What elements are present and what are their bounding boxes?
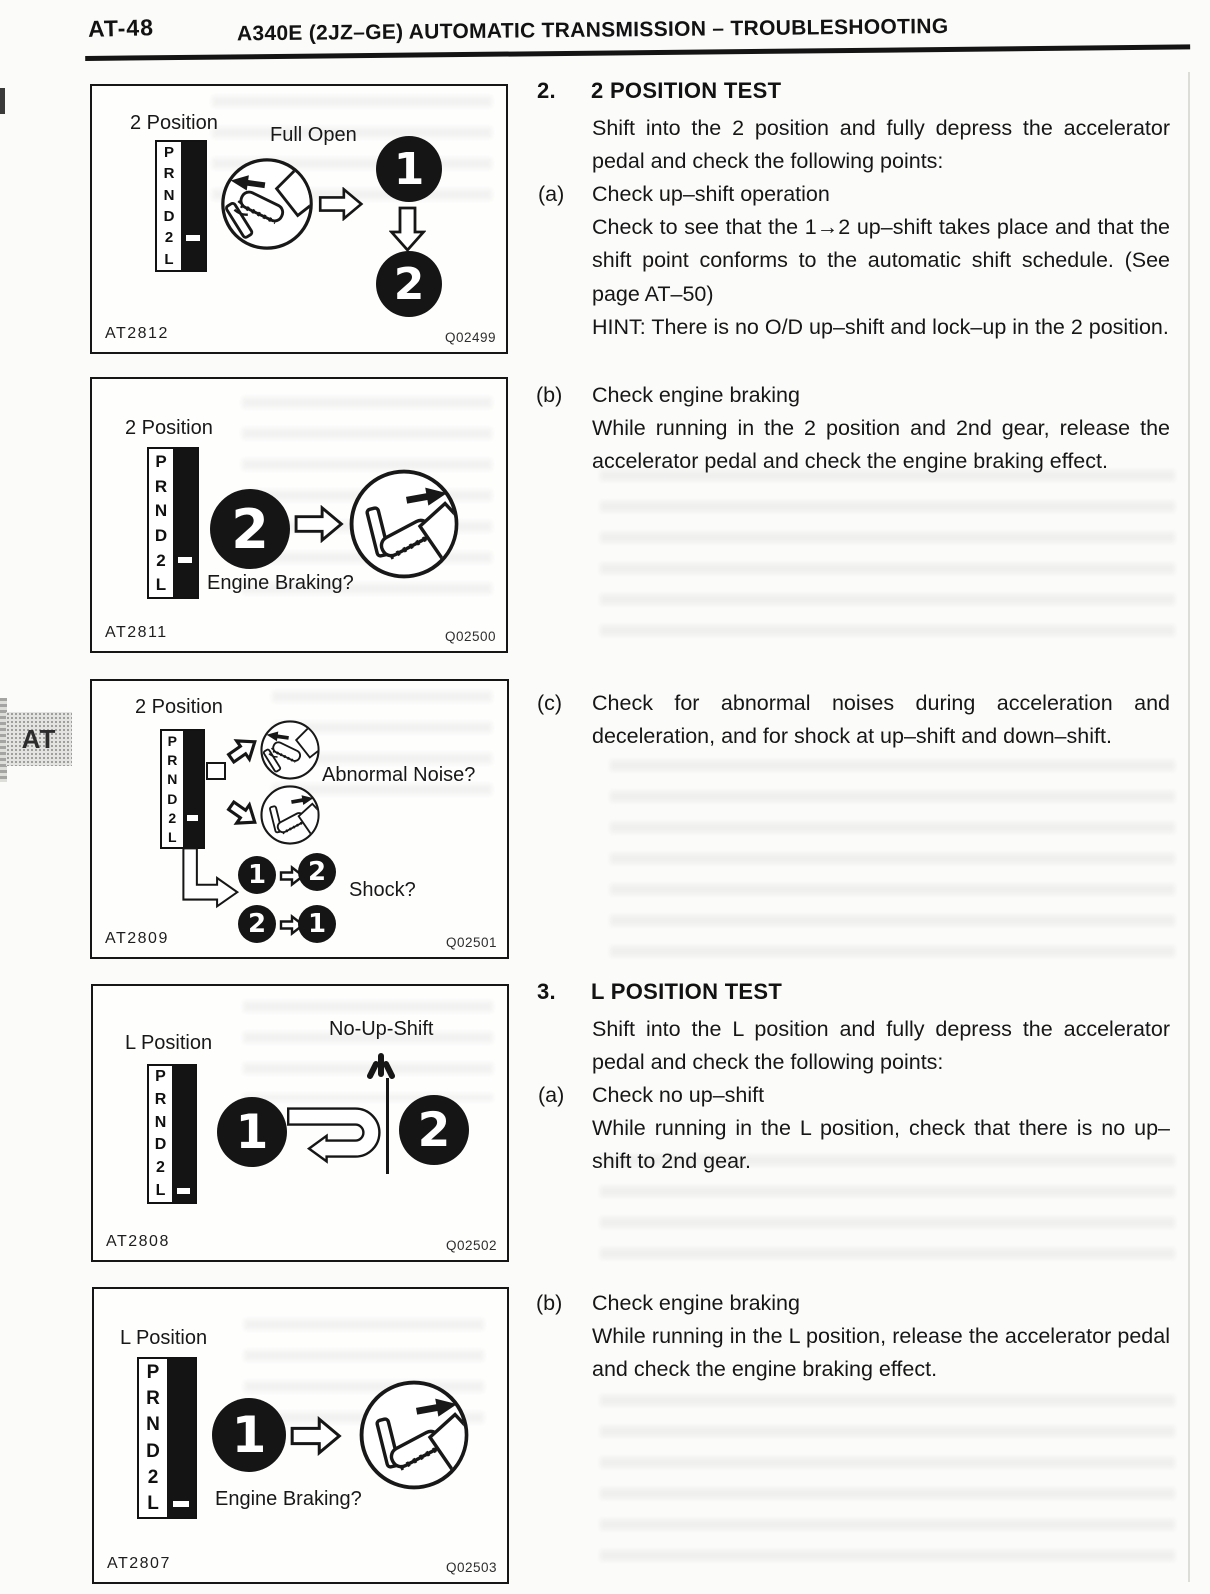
figure-print-code: Q02499 [444, 330, 496, 345]
selector-indicator-column [173, 449, 197, 597]
selector-indicator-column [183, 731, 204, 847]
item-label: (b) [536, 1291, 563, 1315]
gear-1-circle: 1 [217, 1097, 287, 1167]
figure-2-position-engine-braking [90, 377, 508, 653]
gear-letter: L [164, 250, 174, 268]
gear-2-circle: 2 [238, 905, 276, 943]
selector-position-marker [177, 1188, 190, 1194]
gear-letter: 2 [168, 809, 177, 826]
figure-caption: Engine Braking? [215, 1488, 362, 1510]
scan-artifact [1188, 72, 1190, 1582]
selector-position-marker [173, 1501, 189, 1507]
figure-code: AT2809 [105, 930, 169, 947]
gear-2-circle: 2 [298, 853, 336, 891]
item-label: (a) [538, 1083, 565, 1107]
gear-letter: 2 [147, 1466, 159, 1488]
selector-indicator-column [172, 1066, 195, 1202]
shift-selector [160, 729, 205, 849]
figure-l-position-no-upshift [91, 984, 509, 1262]
selector-indicator-column [167, 1359, 195, 1517]
item-title: Check up–shift operation [592, 182, 830, 206]
figure-position-label: 2 Position [135, 696, 223, 718]
gear-2-circle: 2 [399, 1095, 469, 1165]
gear-letter: D [167, 790, 178, 807]
gear-letter: N [154, 501, 168, 521]
header-rule [85, 44, 1190, 61]
gear-letter: P [155, 451, 167, 471]
figure-position-label: 2 Position [125, 417, 213, 439]
item-label: (a) [538, 182, 565, 206]
gear-letter: D [154, 1136, 167, 1154]
gear-letter: N [146, 1414, 160, 1436]
accelerator-press-icon [259, 719, 321, 781]
section-tab-label: AT [21, 723, 57, 754]
accelerator-press-icon [219, 156, 315, 252]
figure-print-code: Q02502 [445, 1238, 497, 1253]
shift-selector [147, 1064, 197, 1204]
bleed-through [610, 760, 1175, 960]
gear-letter: D [154, 525, 168, 545]
selector-indicator-column [181, 142, 205, 270]
item-body: Check for abnormal noises during acceleration and deceleration, and for shock at up–shift and down–shift. [592, 691, 1170, 749]
figure-caption: Abnormal Noise? [322, 764, 476, 786]
section-tab [6, 712, 72, 766]
selector-letters [162, 731, 183, 847]
section-number: 3. [537, 979, 556, 1004]
gear-1-circle: 1 [212, 1398, 286, 1472]
selector-letters [139, 1359, 167, 1517]
section-number: 2. [537, 78, 556, 103]
figure-code: AT2812 [105, 325, 169, 342]
item-label: (c) [537, 691, 563, 715]
gear-letter: 2 [156, 550, 166, 570]
figure-caption: No-Up-Shift [329, 1018, 434, 1040]
gear-1-circle: 1 [298, 905, 336, 943]
gear-letter: P [155, 1068, 166, 1086]
selector-position-marker [186, 235, 200, 241]
figure-shock-caption: Shock? [349, 879, 416, 901]
gear-letter: R [154, 476, 168, 496]
gear-letter: D [163, 208, 175, 226]
selector-position-marker [178, 557, 192, 563]
gear-letter: 2 [164, 229, 174, 247]
figure-code: AT2808 [106, 1233, 170, 1250]
figure-position-label: 2 Position [130, 112, 218, 134]
gear-2-circle: 2 [376, 251, 442, 317]
gear-letter: P [167, 732, 177, 749]
gear-letter: L [155, 1181, 166, 1199]
item-body: Check to see that the 1→2 up–shift takes place and that the shift point conforms to the automatic shift schedule. (See page AT–50) [592, 215, 1170, 306]
gear-letter: L [147, 1493, 159, 1515]
page-number: AT-48 [87, 14, 155, 42]
bracket-connector [206, 762, 226, 780]
l-shaped-arrow-icon [178, 847, 240, 909]
gear-letter: N [167, 771, 178, 788]
item-label: (b) [536, 383, 563, 407]
blocked-burst-icon [364, 1050, 398, 1080]
selector-letters [149, 1066, 172, 1202]
right-arrow-icon [317, 187, 365, 221]
accelerator-release-icon [259, 784, 321, 846]
gear-letter: P [146, 1361, 160, 1383]
gear-letter: 2 [156, 1159, 165, 1177]
selector-letters [149, 449, 173, 597]
figure-position-label: L Position [120, 1327, 208, 1349]
item-body: While running in the L position, check that there is no up–shift to 2nd gear. [592, 1116, 1170, 1174]
figure-l-position-engine-braking [92, 1287, 509, 1584]
bleed-through [600, 470, 1175, 655]
gear-1-circle: 1 [238, 856, 276, 894]
item-title: Check engine braking [592, 1291, 800, 1315]
item-title: Check engine braking [592, 383, 800, 407]
item-title: Check no up–shift [592, 1083, 765, 1107]
section-title: L POSITION TEST [591, 979, 783, 1004]
figure-position-label: L Position [125, 1032, 213, 1054]
figure-2-position-noise-shock [90, 679, 509, 959]
selector-position-marker [187, 815, 199, 821]
section-intro: Shift into the 2 position and fully depress the accelerator pedal and check the following points: [592, 116, 1170, 174]
gear-2-circle: 2 [210, 489, 290, 569]
accelerator-release-icon [347, 467, 461, 581]
shift-selector [137, 1357, 197, 1519]
accelerator-release-icon [357, 1378, 471, 1492]
shift-selector [147, 447, 199, 599]
item-body: While running in the 2 position and 2nd gear, release the accelerator pedal and check the engine braking effect. [592, 416, 1170, 474]
gear-letter: N [163, 186, 175, 204]
gear-letter: P [163, 144, 174, 162]
figure-caption: Full Open [270, 124, 357, 146]
shift-block-line [386, 1078, 389, 1174]
scan-artifact [0, 88, 5, 114]
figure-code: AT2807 [107, 1555, 171, 1572]
gear-letter: N [154, 1113, 167, 1131]
figure-print-code: Q02500 [444, 629, 496, 644]
gear-letter: R [167, 751, 178, 768]
gear-letter: L [167, 829, 177, 846]
down-arrow-icon [389, 206, 426, 252]
right-arrow-icon [294, 505, 344, 543]
right-arrow-icon [290, 1416, 342, 1456]
u-turn-arrow-icon [285, 1098, 381, 1172]
page-header [85, 12, 1190, 53]
section-title: 2 POSITION TEST [591, 78, 782, 103]
figure-2-position-upshift [90, 84, 508, 354]
gear-letter: R [154, 1091, 167, 1108]
bleed-through [600, 1395, 1175, 1575]
figure-print-code: Q02501 [445, 935, 497, 950]
section-intro: Shift into the L position and fully depress the accelerator pedal and check the following points: [592, 1017, 1170, 1075]
item-body: While running in the L position, release the accelerator pedal and check the engine braking effect. [592, 1324, 1170, 1382]
shift-selector [155, 140, 207, 272]
gear-letter: R [146, 1387, 160, 1409]
gear-letter: D [146, 1440, 160, 1462]
gear-letter: R [163, 165, 175, 183]
selector-letters [157, 142, 181, 270]
item-hint: HINT: There is no O/D up–shift and lock–up in the 2 position. [592, 315, 1169, 339]
gear-1-circle: 1 [376, 136, 442, 202]
gear-letter: L [155, 575, 167, 595]
figure-code: AT2811 [105, 624, 168, 641]
figure-caption: Engine Braking? [207, 572, 354, 594]
figure-print-code: Q02503 [445, 1560, 497, 1575]
page-title: A340E (2JZ–GE) AUTOMATIC TRANSMISSION – TROUBLESHOOTING [236, 14, 949, 46]
